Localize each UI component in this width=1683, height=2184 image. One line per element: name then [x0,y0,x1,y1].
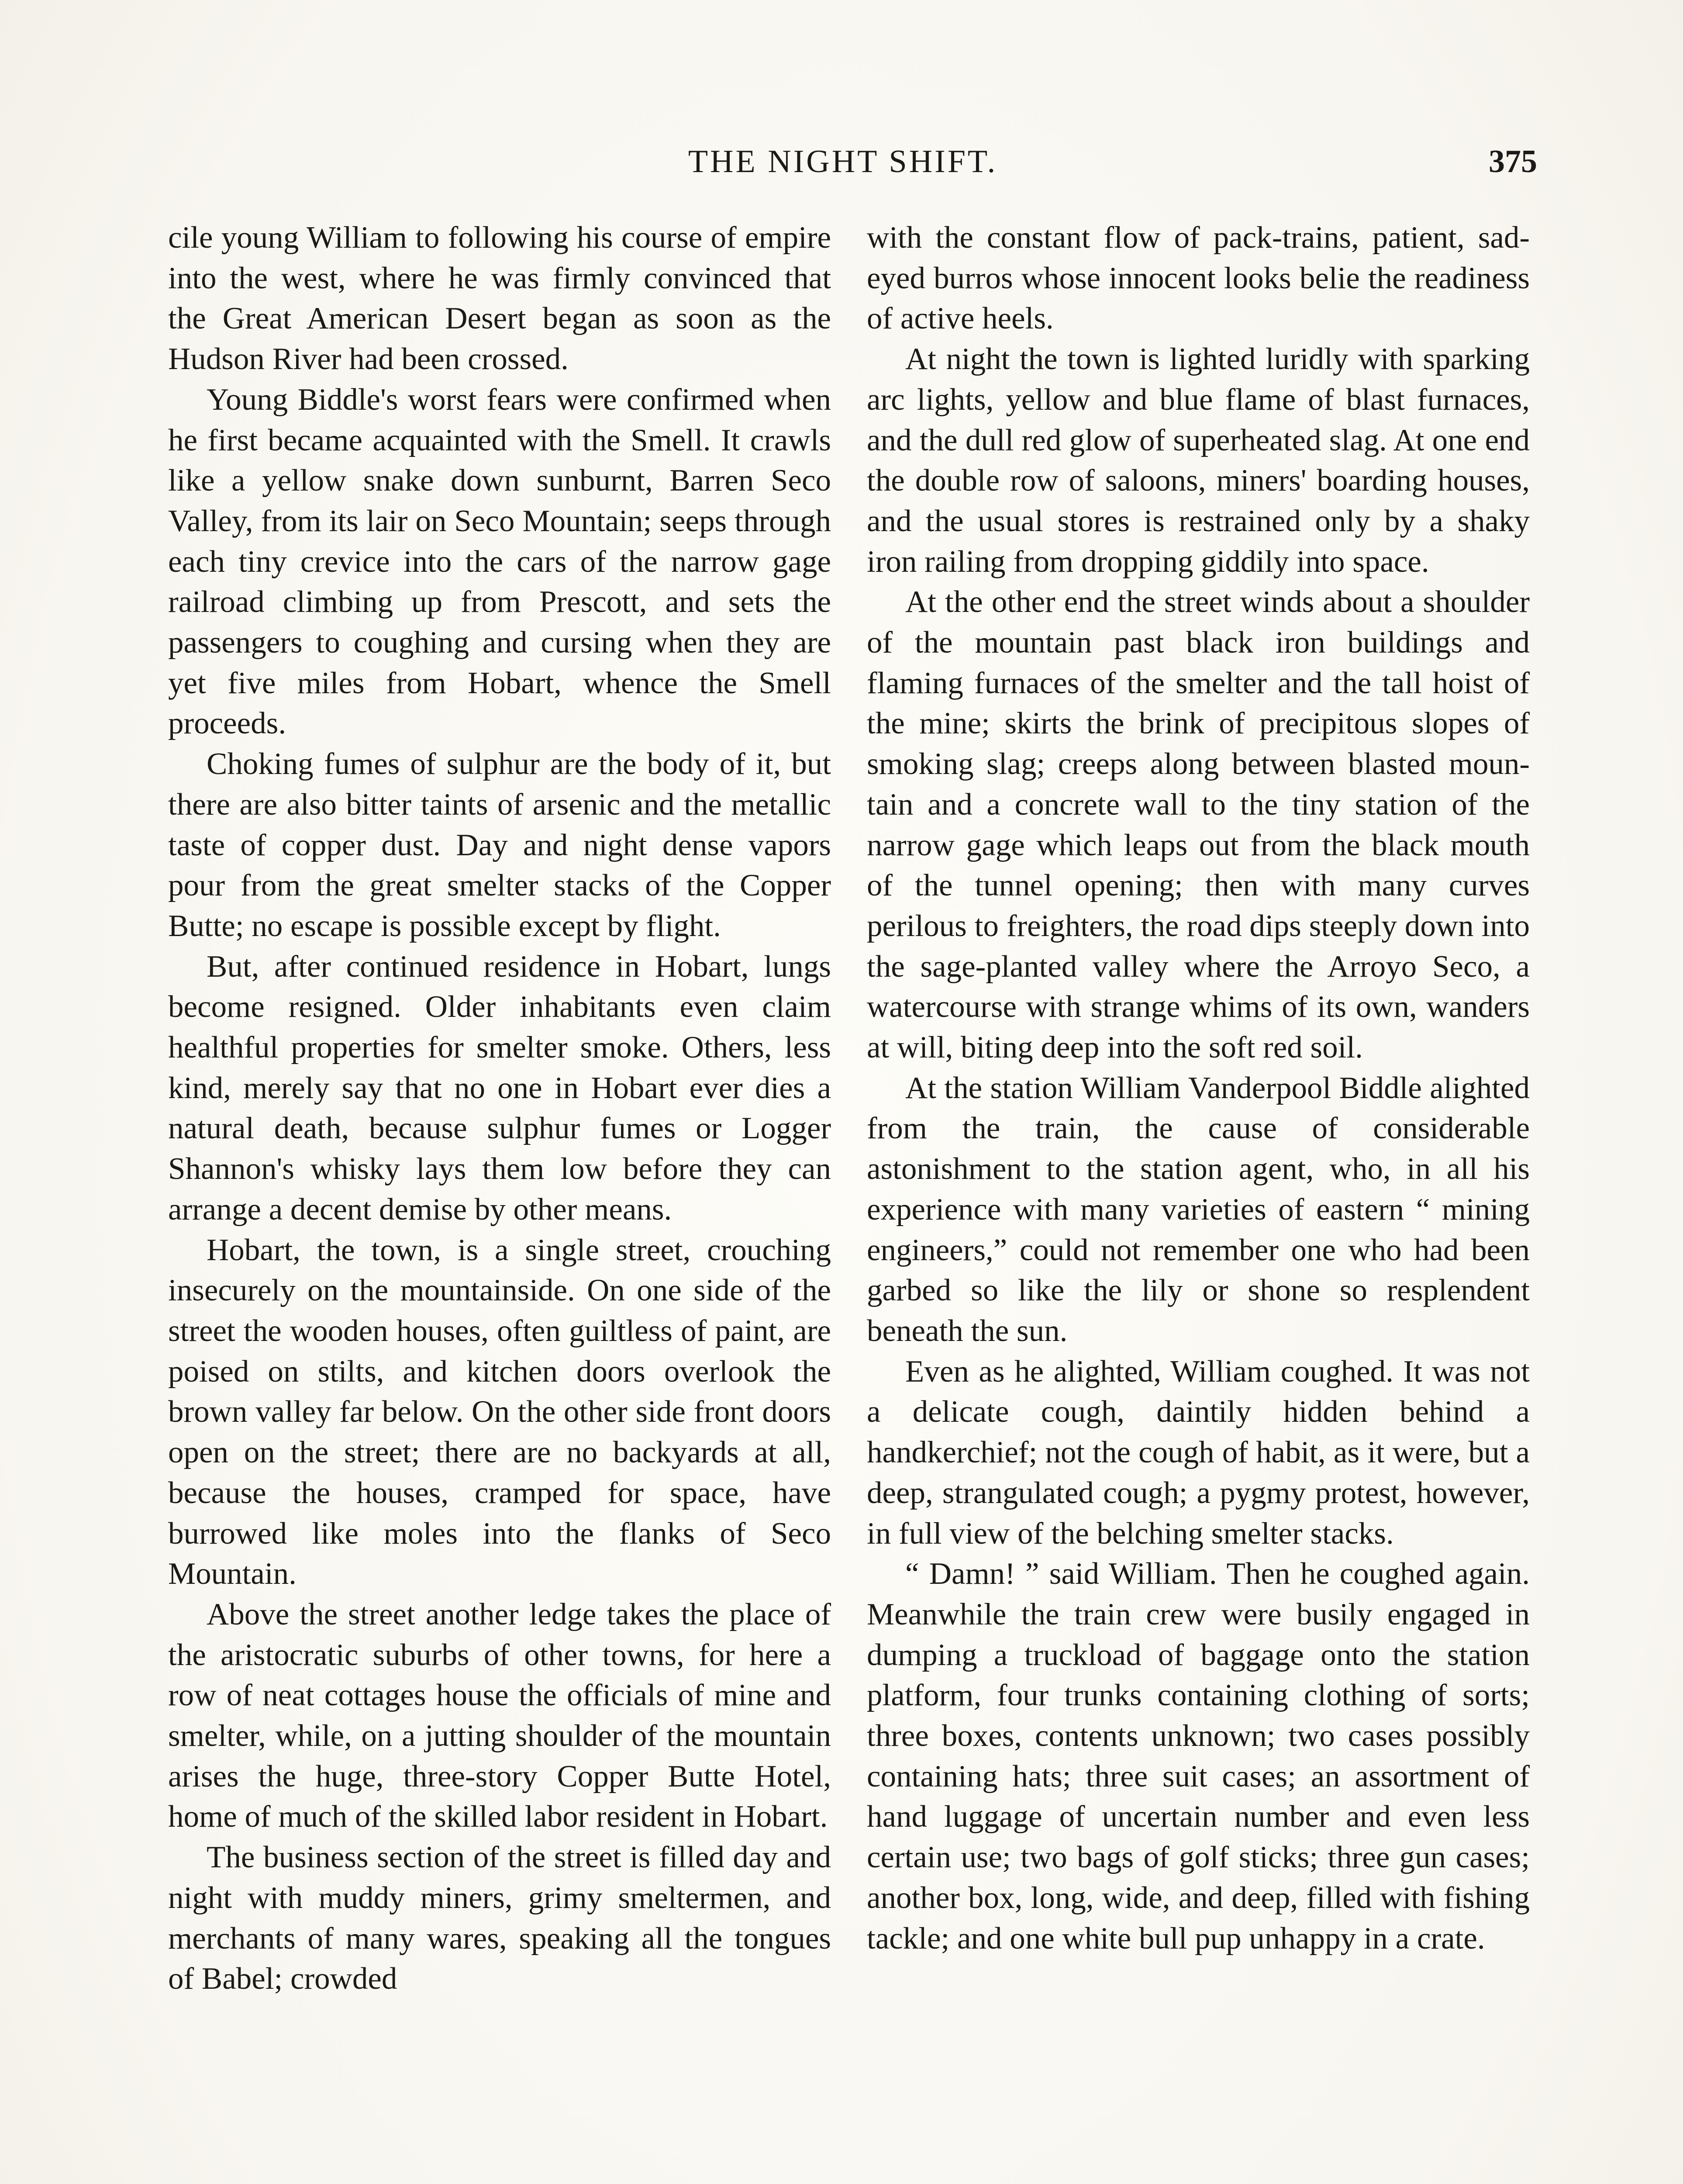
paragraph: “ Damn! ” said William. Then he coughed again. Meanwhile the train crew were busily engaged in dumping a truckload of baggage onto the station platform, four trunks containing clothing of sorts; three boxes, contents unknown; two cases possibly containing hats; three suit cases; an assortment of hand luggage of uncertain number and even less certain use; two bags of golf sticks; three gun cases; another box, long, wide, and deep, filled with fishing tackle; and one white bull pup unhappy in a crate. [867,1557,1530,1956]
paragraph: At the station William Vanderpool Biddle alighted from the train, the cause of considerable astonishment to the station agent, who, in all his experience with many varieties of eastern “ mining engineers,” could not remember one who had been garbed so like the lily or shone so resplendent beneath the sun. [867,1071,1530,1348]
paragraph: cile young William to following his course of empire into the west, where he was firmly convinced that the Great American Desert began as soon as the Hudson River had been crossed. [168,221,831,377]
paragraph: But, after continued residence in Hobart, lungs become resigned. Older inhabitants even claim healthful properties for smelter smoke. Others, less kind, merely say that no one in Hobart ever dies a natural death, because sulphur fumes or Logger Shannon's whisky lays them low before they can arrange a decent demise by other means. [168,949,831,1227]
left-column [168,218,831,1999]
right-column [867,218,1530,1959]
paragraph: At night the town is lighted luridly with sparking arc lights, yellow and blue flame of blast furnaces, and the dull red glow of superheated slag. At one end the double row of saloons, miners' boarding houses, and the usual stores is restrained only by a shaky iron railing from dropping giddily into space. [867,342,1530,579]
paragraph: Even as he alighted, William coughed. It was not a delicate cough, daintily hidden behind a handkerchief; not the cough of habit, as it were, but a deep, strangulated cough; a pygmy protest, however, in full view of the belching smelter stacks. [867,1354,1530,1551]
running-head [166,142,1537,181]
page-number: 375 [1489,144,1537,180]
paragraph: Hobart, the town, is a single street, crouching insecurely on the mountainside. On one side of the street the wooden houses, often guiltless of paint, are poised on stilts, and kitchen doors overlook the brown valley far below. On the other side front doors open on the street; there are no backyards at all, because the houses, cramped for space, have burrowed like moles into the flanks of Seco Mountain. [168,1233,831,1591]
paragraph: The business section of the street is filled day and night with muddy miners, grimy smeltermen, and merchants of many wares, speaking all the tongues of Babel; crowded [168,1840,831,1996]
paragraph: with the constant flow of pack-trains, patient, sad-eyed burros whose innocent looks belie the readiness of active heels. [867,221,1530,336]
paragraph: Above the street another ledge takes the place of the aristocratic suburbs of other towns, for here a row of neat cottages house the officials of mine and smelter, while, on a jutting shoulder of the mountain arises the huge, three-story Copper Butte Hotel, home of much of the skilled labor resident in Hobart. [168,1597,831,1834]
paragraph: At the other end the street winds about a shoulder of the mountain past black iron buildings and flaming furnaces of the smelter and the tall hoist of the mine; skirts the brink of precipitous slopes of smoking slag; creeps along between blasted mountain and a concrete wall to the tiny station of the narrow gage which leaps out from the black mouth of the tunnel opening; then with many curves perilous to freighters, the road dips steeply down into the sage-planted valley where the Arroyo Seco, a watercourse with strange whims of its own, wanders at will, biting deep into the soft red soil. [867,585,1530,1065]
running-title: THE NIGHT SHIFT. [688,144,998,180]
paragraph: Young Biddle's worst fears were confirmed when he first became acquainted with the Smell. It crawls like a yellow snake down sunburnt, Barren Seco Valley, from its lair on Seco Mountain; seeps through each tiny crevice into the cars of the narrow gage railroad climbing up from Prescott, and sets the passengers to coughing and cursing when they are yet five miles from Hobart, whence the Smell proceeds. [168,382,831,741]
paragraph: Choking fumes of sulphur are the body of it, but there are also bitter taints of arsenic and the metallic taste of copper dust. Day and night dense vapors pour from the great smelter stacks of the Copper Butte; no escape is possible except by flight. [168,747,831,943]
